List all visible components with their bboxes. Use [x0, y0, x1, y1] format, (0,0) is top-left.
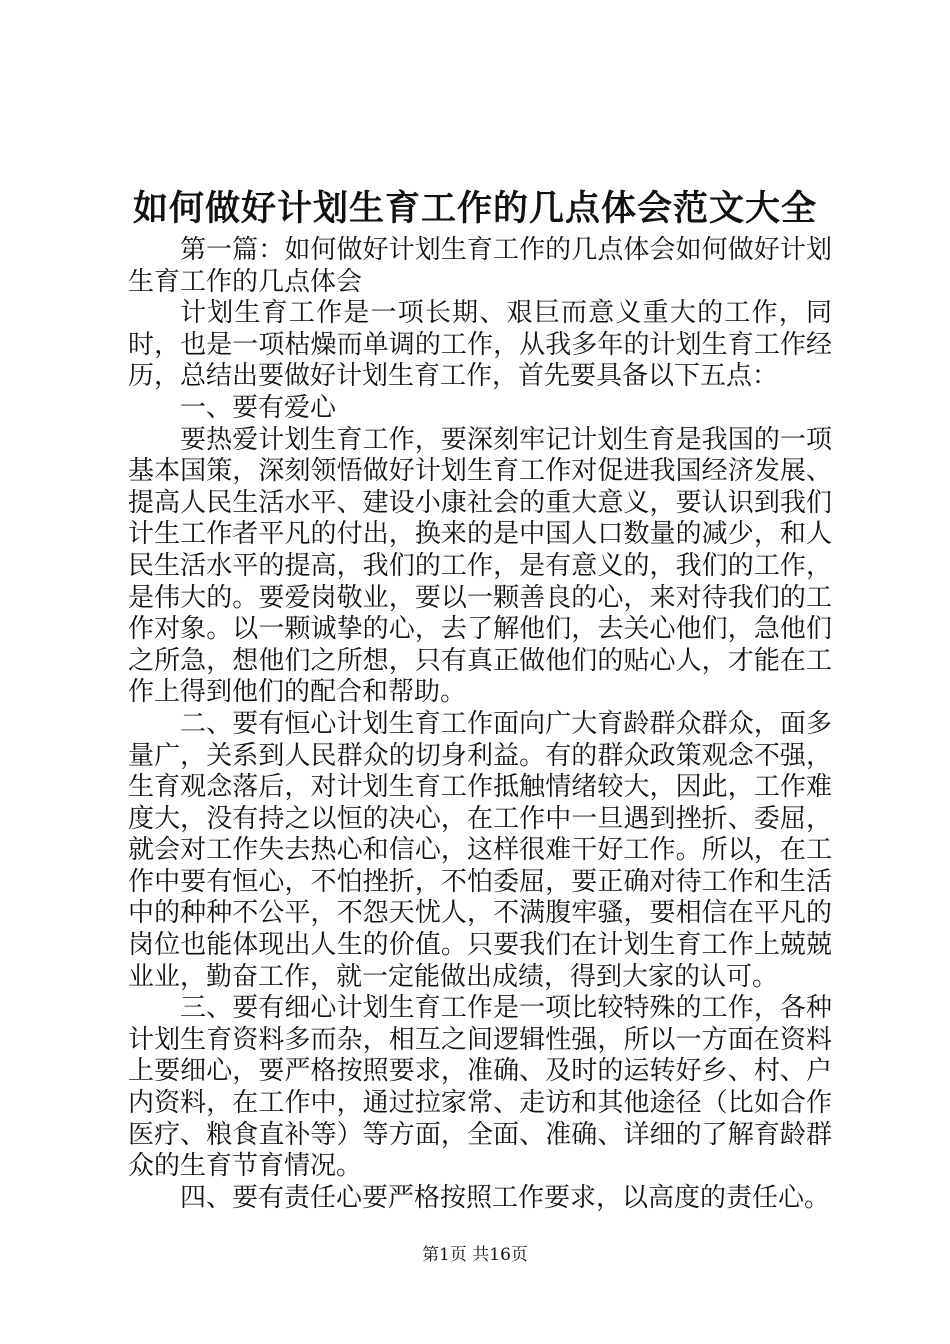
paragraph-section-3: 三、要有细心计划生育工作是一项比较特殊的工作，各种计划生育资料多而杂，相互之间逻辑性强，所以一方面在资料上要细心，要严格按照要求，准确、及时的运转好乡、村、户内资料，在工作中，通过拉家常、走访和其他途径（比如合作医疗、粮食直补等）等方面，全面、准确、详细的了解育龄群众的生育节育情况。: [128, 993, 832, 1182]
document-title: 如何做好计划生育工作的几点体会范文大全: [132, 189, 817, 229]
page-number-footer: 第1页 共16页: [422, 1245, 528, 1265]
document-body: [128, 235, 832, 1214]
paragraph-section-1-body: 要热爱计划生育工作，要深刻牢记计划生育是我国的一项基本国策，深刻领悟做好计划生育工作对促进我国经济发展、提高人民生活水平、建设小康社会的重大意义，要认识到我们计生工作者平凡的付出，换来的是中国人口数量的减少，和人民生活水平的提高，我们的工作，是有意义的，我们的工作，是伟大的。要爱岗敬业，要以一颗善良的心，来对待我们的工作对象。以一颗诚挚的心，去了解他们，去关心他们，急他们之所急，想他们之所想，只有真正做他们的贴心人，才能在工作上得到他们的配合和帮助。: [128, 424, 832, 708]
paragraph-section-1-heading: 一、要有爱心: [180, 392, 337, 423]
paragraph-section-2: 二、要有恒心计划生育工作面向广大育龄群众群众，面多量广，关系到人民群众的切身利益。有的群众政策观念不强，生育观念落后，对计划生育工作抵触情绪较大，因此，工作难度大，没有持之以恒的决心，在工作中一旦遇到挫折、委屈，就会对工作失去热心和信心，这样很难干好工作。所以，在工作中要有恒心，不怕挫折，不怕委屈，要正确对待工作和生活中的种种不公平，不怨天忧人，不满腹牢骚，要相信在平凡的岗位也能体现出人生的价值。只要我们在计划生育工作上兢兢业业，勤奋工作，就一定能做出成绩，得到大家的认可。: [128, 708, 832, 992]
paragraph-chapter-heading: 第一篇：如何做好计划生育工作的几点体会如何做好计划生育工作的几点体会: [128, 235, 832, 297]
paragraph-intro: 计划生育工作是一项长期、艰巨而意义重大的工作，同时，也是一项枯燥而单调的工作，从我多年的计划生育工作经历，总结出要做好计划生育工作，首先要具备以下五点：: [128, 298, 832, 392]
paragraph-section-4: 四、要有责任心要严格按照工作要求，以高度的责任心。: [180, 1182, 831, 1213]
